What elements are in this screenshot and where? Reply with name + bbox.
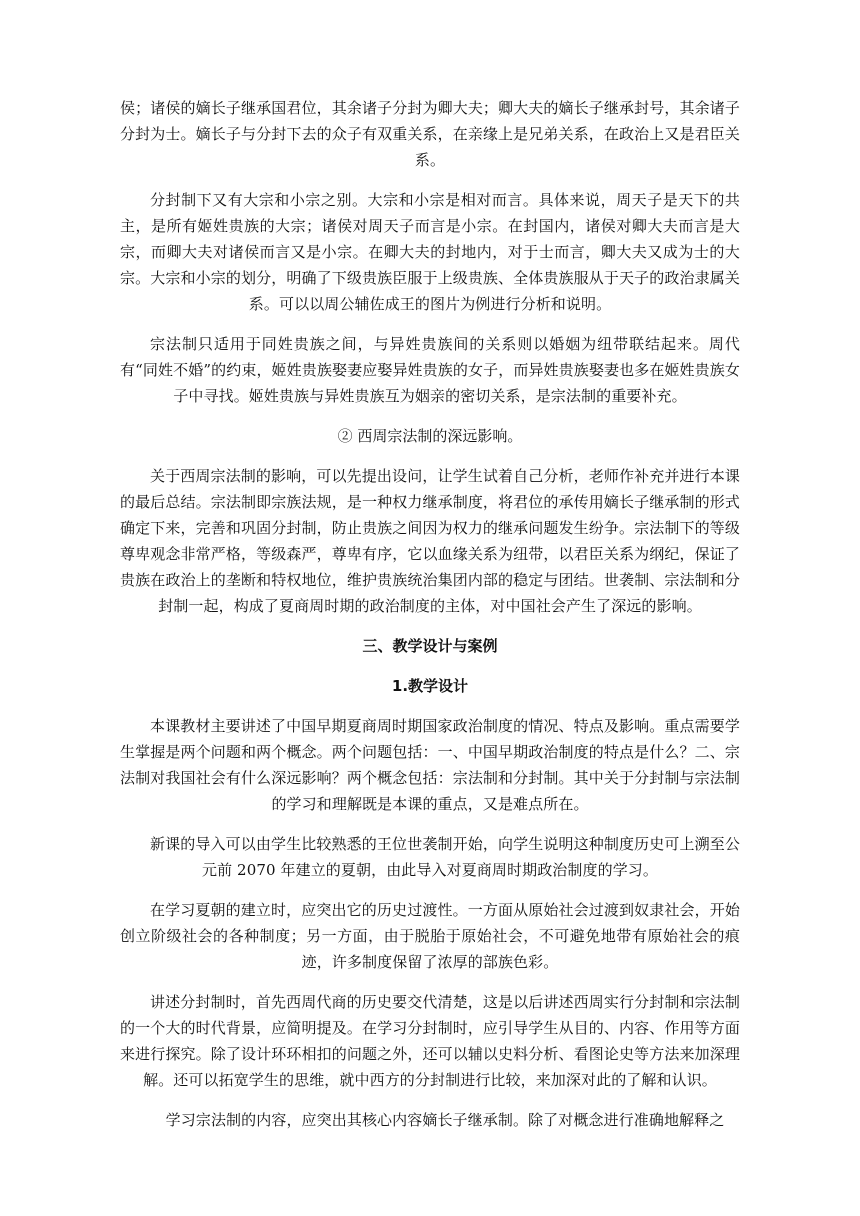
paragraph-introduction: 新课的导入可以由学生比较熟悉的王位世袭制开始，向学生说明这种制度历史可上溯至公元前 2070 年建立的夏朝，由此导入对夏商周时期政治制度的学习。 bbox=[150, 835, 740, 879]
document-page bbox=[120, 95, 740, 1147]
paragraph-feudal-system: 讲述分封制时，首先西周代商的历史要交代清楚，这是以后讲述西周实行分封制和宗法制的一个大的时代背景，应简明提及。在学习分封制时，应引导学生从目的、内容、作用等方面来进行探究。除了设计环环相扣的问题之外，还可以辅以史料分析、看图论史等方法来加深理解。还可以拓宽学生的思维，就中西方的分封制进行比较，来加深对此的了解和认识。 bbox=[120, 993, 740, 1089]
paragraph-marriage-ties: 宗法制只适用于同姓贵族之间，与异姓贵族间的关系则以婚姻为纽带联结起来。周代有“同姓不婚”的约束，姬姓贵族娶妻应娶异姓贵族的女子，而异姓贵族娶妻也多在姬姓贵族女子中寻找。姬姓贵族与异姓贵族互为姻亲的密切关系，是宗法制的重要补充。 bbox=[120, 335, 740, 405]
paragraph-patriarchal-clan: 学习宗法制的内容，应突出其核心内容嫡长子继承制。除了对概念进行准确地解释之 bbox=[165, 1111, 725, 1129]
section-heading-teaching-design: 三、教学设计与案例 bbox=[362, 637, 498, 655]
subsection-heading-design: 1.教学设计 bbox=[391, 677, 469, 695]
paragraph-xia-dynasty: 在学习夏朝的建立时，应突出它的历史过渡性。一方面从原始社会过渡到奴隶社会，开始创立阶级社会的各种制度；另一方面，由于脱胎于原始社会，不可避免地带有原始社会的痕迹，许多制度保留了浓厚的部族色彩。 bbox=[120, 901, 740, 971]
paragraph-major-minor-lineage: 分封制下又有大宗和小宗之别。大宗和小宗是相对而言。具体来说，周天子是天下的共主，是所有姬姓贵族的大宗；诸侯对周天子而言是小宗。在封国内，诸侯对卿大夫而言是大宗，而卿大夫对诸侯而言又是小宗。在卿大夫的封地内，对于士而言，卿大夫又成为士的大宗。大宗和小宗的划分，明确了下级贵族臣服于上级贵族、全体贵族服从于天子的政治隶属关系。可以以周公辅佐成王的图片为例进行分析和说明。 bbox=[120, 191, 740, 313]
paragraph-feudal-heirs: 侯；诸侯的嫡长子继承国君位，其余诸子分封为卿大夫；卿大夫的嫡长子继承封号，其余诸子分封为士。嫡长子与分封下去的众子有双重关系，在亲缘上是兄弟关系，在政治上又是君臣关系。 bbox=[120, 99, 740, 169]
subsection-title-influence: ② 西周宗法制的深远影响。 bbox=[337, 427, 523, 445]
paragraph-influence: 关于西周宗法制的影响，可以先提出设问，让学生试着自己分析，老师作补充并进行本课的最后总结。宗法制即宗族法规，是一种权力继承制度，将君位的承传用嫡长子继承制的形式确定下来，完善和巩固分封制，防止贵族之间因为权力的继承问题发生纷争。宗法制下的等级尊卑观念非常严格，等级森严，尊卑有序，它以血缘关系为纽带，以君臣关系为纲纪，保证了贵族在政治上的垄断和特权地位，维护贵族统治集团内部的稳定与团结。世袭制、宗法制和分封制一起，构成了夏商周时期的政治制度的主体，对中国社会产生了深远的影响。 bbox=[120, 467, 740, 615]
paragraph-lesson-overview: 本课教材主要讲述了中国早期夏商周时期国家政治制度的情况、特点及影响。重点需要学生掌握是两个问题和两个概念。两个问题包括：一、中国早期政治制度的特点是什么？二、宗法制对我国社会有什么深远影响？两个概念包括：宗法制和分封制。其中关于分封制与宗法制的学习和理解既是本课的重点，又是难点所在。 bbox=[120, 717, 740, 813]
